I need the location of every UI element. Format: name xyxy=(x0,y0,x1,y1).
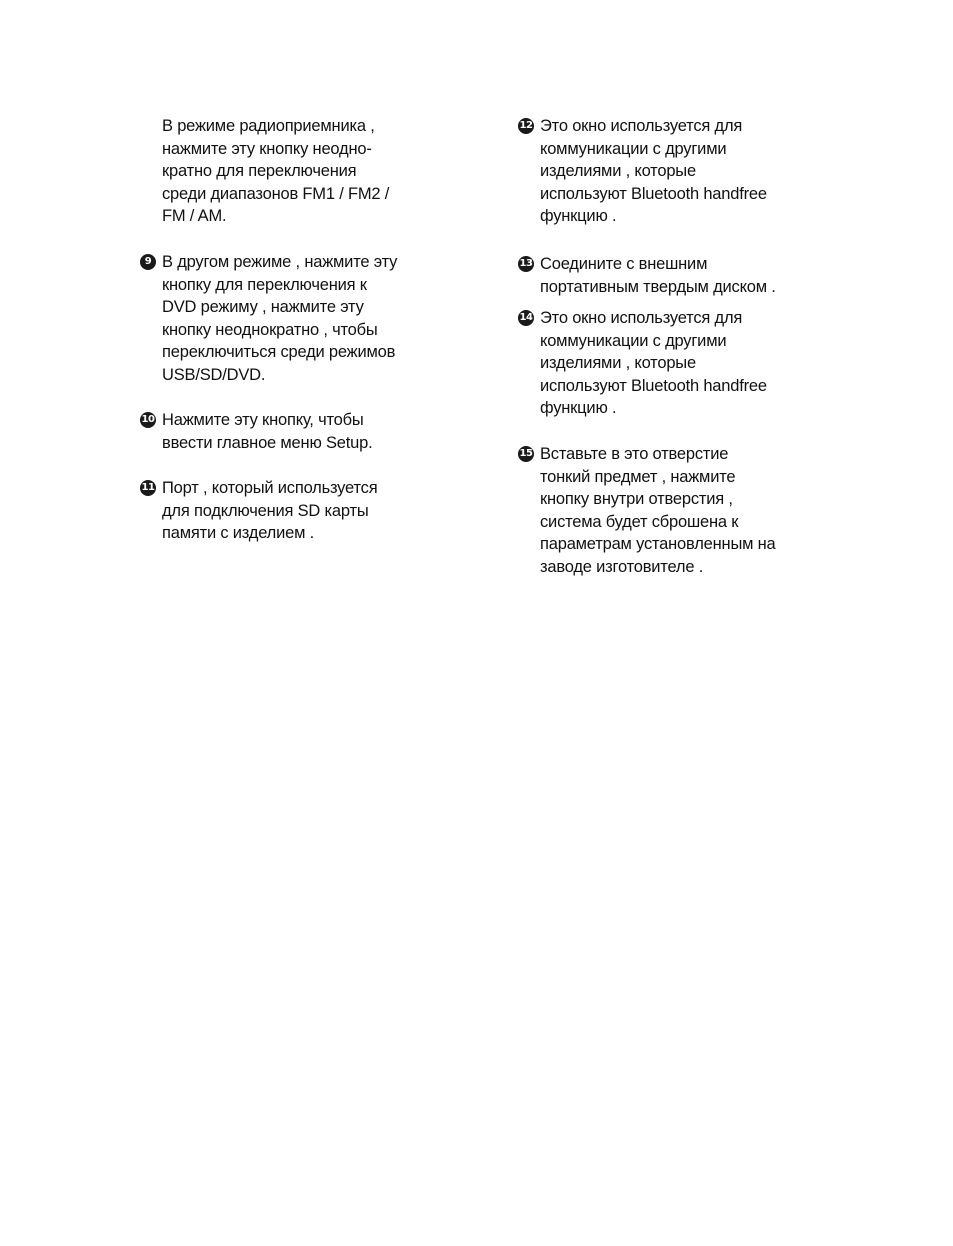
item-12 xyxy=(518,115,767,228)
text-line: В другом режиме , нажмите эту xyxy=(162,253,398,271)
item-15 xyxy=(518,443,776,579)
text-line: FM / AM. xyxy=(162,207,227,226)
text-line: для подключения SD карты xyxy=(162,501,369,520)
text-line: ввести главное меню Setup. xyxy=(162,433,373,452)
item-10 xyxy=(140,409,373,454)
text-line: заводе изготовителе . xyxy=(540,557,704,576)
number-badge-10: 10 xyxy=(140,412,156,428)
text-line: тонкий предмет , нажмите xyxy=(540,467,736,486)
text-line: изделиями , которые xyxy=(540,162,696,181)
text-line: переключиться среди режимов xyxy=(162,343,396,362)
number-badge-15: 15 xyxy=(518,446,534,462)
text-line: кнопку внутри отверстия , xyxy=(540,490,733,509)
number-badge-14: 14 xyxy=(518,310,534,326)
text-line: используют Bluetooth handfree xyxy=(540,376,767,395)
item-13 xyxy=(518,253,776,298)
item-14 xyxy=(518,307,767,420)
text-line: Соедините с внешним xyxy=(540,255,708,273)
text-line: функцию . xyxy=(540,207,617,226)
text-line: Нажмите эту кнопку, чтобы xyxy=(162,411,364,429)
text-line: Вставьте в это отверстие xyxy=(540,445,729,463)
text-line: коммуникации с другими xyxy=(540,331,727,350)
number-badge-12: 12 xyxy=(518,118,534,134)
text-line: кнопку неоднократно , чтобы xyxy=(162,320,378,339)
text-line: В режиме радиоприемника , xyxy=(162,117,375,135)
text-line: среди диапазонов FM1 / FM2 / xyxy=(162,184,390,203)
item-radio-mode xyxy=(140,115,389,228)
text-line: Это окно используется для xyxy=(540,309,743,327)
text-line: коммуникации с другими xyxy=(540,139,727,158)
text-line: изделиями , которые xyxy=(540,354,696,373)
number-badge-9: 9 xyxy=(140,254,156,270)
text-line: кнопку для переключения к xyxy=(162,275,367,294)
text-line: Это окно используется для xyxy=(540,117,743,135)
text-line: функцию . xyxy=(540,399,617,418)
text-line: памяти с изделием . xyxy=(162,524,314,543)
text-line: нажмите эту кнопку неодно- xyxy=(162,139,372,158)
text-line: USB/SD/DVD. xyxy=(162,365,266,384)
text-line: портативным твердым диском . xyxy=(540,277,776,296)
item-11 xyxy=(140,477,377,545)
text-line: параметрам установленным на xyxy=(540,535,776,554)
text-line: кратно для переключения xyxy=(162,162,357,181)
text-line: используют Bluetooth handfree xyxy=(540,184,767,203)
text-line: система будет сброшена к xyxy=(540,512,739,531)
text-line: DVD режиму , нажмите эту xyxy=(162,298,364,317)
text-line: Порт , который используется xyxy=(162,479,378,497)
item-9 xyxy=(140,251,397,387)
number-badge-11: 11 xyxy=(140,480,156,496)
number-badge-13: 13 xyxy=(518,256,534,272)
